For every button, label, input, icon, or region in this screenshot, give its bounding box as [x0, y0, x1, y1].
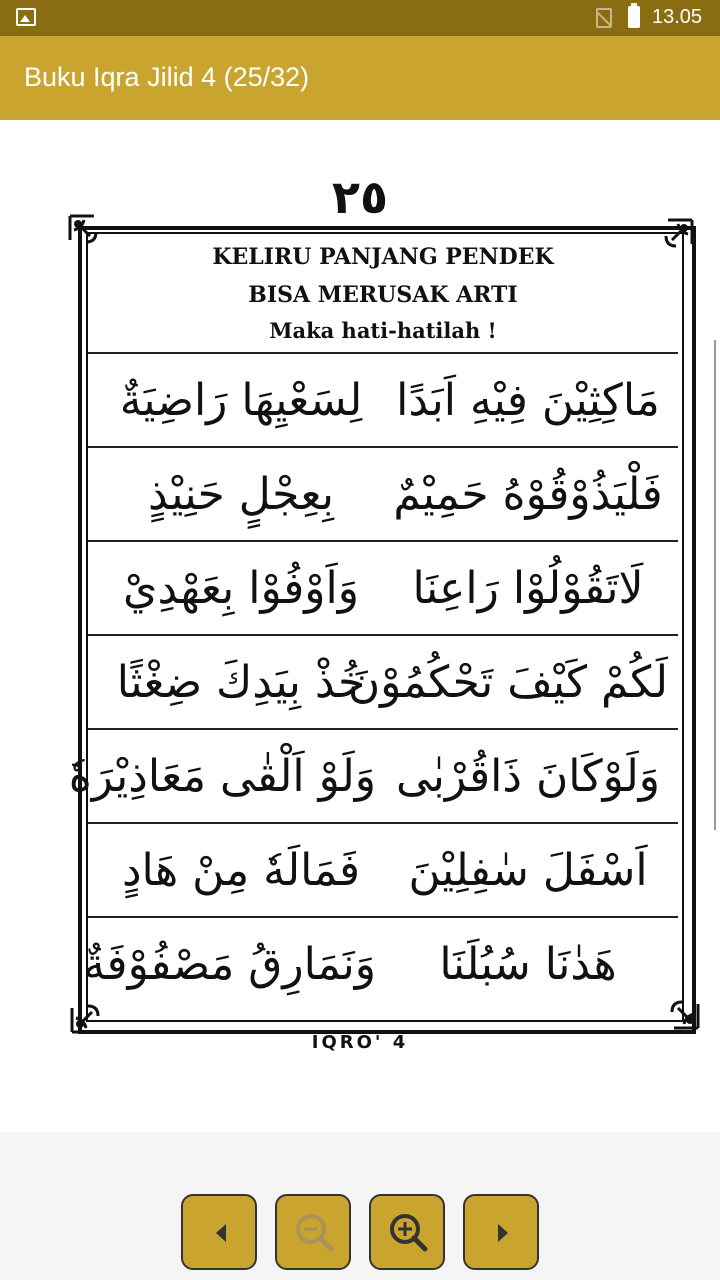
arabic-phrase: وَلَوْكَانَ ذَاقُرْبٰى: [395, 751, 661, 802]
table-row: [68, 728, 678, 823]
zoom-in-icon: [371, 1196, 447, 1272]
arabic-phrase: لَكُمْ كَيْفَ تَحْكُمُوْنَ: [347, 657, 668, 708]
table-row: [88, 352, 678, 447]
zoom-out-icon: [277, 1196, 353, 1272]
book-label: IQRO' 4: [311, 1032, 409, 1053]
page-number: ٢٥: [331, 170, 389, 224]
arabic-phrase: وَلَوْ اَلْقٰى مَعَاذِيْرَهٗ: [68, 751, 376, 802]
chevron-right-icon: [465, 1196, 541, 1272]
bottom-toolbar: [0, 1132, 720, 1280]
arabic-phrase: وَنَمَارِقُ مَصْفُوْفَةٌ: [82, 939, 376, 990]
heading-line-3: Maka hati-hatilah !: [269, 318, 497, 343]
status-bar: [0, 0, 720, 36]
arabic-phrase: خُذْ بِيَدِكَ ضِغْثًا: [116, 657, 366, 708]
table-row: [88, 540, 678, 635]
arabic-phrase: هَدٰنَا سُبُلَنَا: [439, 939, 617, 990]
app-title: Buku Iqra Jilid 4 (25/32): [24, 62, 310, 92]
status-time: 13.05: [652, 6, 703, 28]
arabic-phrase: لَاتَقُوْلُوْا رَاعِنَا: [412, 563, 644, 614]
arabic-phrase: لِسَعْيِهَا رَاضِيَةٌ: [119, 375, 363, 426]
arabic-phrase: مَاكِثِيْنَ فِيْهِ اَبَدًا: [396, 375, 660, 426]
arabic-phrase: فَلْيَذُوْقُوْهُ حَمِيْمٌ: [393, 469, 663, 520]
arabic-phrase: اَسْفَلَ سٰفِلِيْنَ: [408, 845, 648, 896]
book-page[interactable]: [0, 120, 720, 1132]
arabic-phrase: وَاَوْفُوْا بِعَهْدِيْ: [123, 563, 359, 614]
battery-icon: [628, 6, 640, 28]
heading-line-2: BISA MERUSAK ARTI: [248, 282, 518, 308]
table-row: [82, 916, 678, 1011]
heading-line-1: KELIRU PANJANG PENDEK: [212, 244, 554, 270]
image-icon: [16, 8, 36, 26]
app-bar: [0, 36, 720, 120]
table-row: [88, 822, 678, 917]
table-row: [88, 634, 678, 729]
zoom-in-button[interactable]: [369, 1194, 445, 1270]
previous-page-button[interactable]: [181, 1194, 257, 1270]
no-sim-icon: [596, 8, 612, 28]
arabic-phrase: بِعِجْلٍ حَنِيْذٍ: [147, 469, 335, 520]
zoom-out-button[interactable]: [275, 1194, 351, 1270]
table-row: [88, 446, 678, 541]
chevron-left-icon: [183, 1196, 259, 1272]
scroll-indicator: [714, 340, 716, 830]
next-page-button[interactable]: [463, 1194, 539, 1270]
arabic-phrase: فَمَالَهٗ مِنْ هَادٍ: [121, 845, 361, 896]
